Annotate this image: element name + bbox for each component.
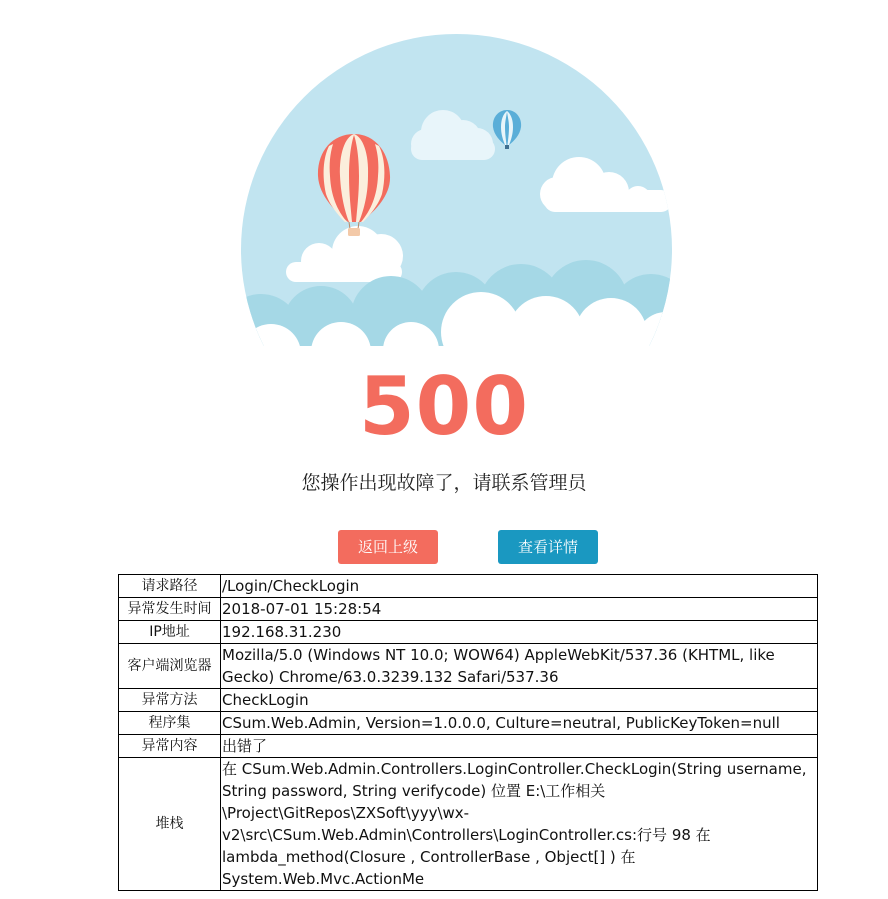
table-row: [119, 689, 818, 712]
table-row: [119, 758, 818, 891]
table-row: [119, 575, 818, 598]
error-content-label: 异常内容: [119, 735, 221, 758]
ip-address-value: 192.168.31.230: [221, 621, 818, 644]
browser-value: Mozilla/5.0 (Windows NT 10.0; WOW64) AppleWebKit/537.36 (KHTML, like Gecko) Chrome/63.0.3239.132 Safari/537.36: [221, 644, 818, 689]
browser-label: 客户端浏览器: [119, 644, 221, 689]
table-row: [119, 598, 818, 621]
assembly-label: 程序集: [119, 712, 221, 735]
stack-trace-value: 在 CSum.Web.Admin.Controllers.LoginController.CheckLogin(String username, String password, String verifycode) 位置 E:\工作相关\Project\GitRepos\ZXSoft\yyy\wx-v2\src\CSum.Web.Admin\Controllers\LoginController.cs:行号 98 在 lambda_method(Closure , ControllerBase , Object[] ) 在 System.Web.Mvc.ActionMe: [221, 758, 818, 891]
error-details-table: [118, 574, 818, 891]
view-details-button[interactable]: 查看详情: [498, 530, 598, 564]
table-row: [119, 735, 818, 758]
error-code: 500: [359, 360, 529, 453]
error-time-label: 异常发生时间: [119, 598, 221, 621]
assembly-value: CSum.Web.Admin, Version=1.0.0.0, Culture=neutral, PublicKeyToken=null: [221, 712, 818, 735]
error-message: 您操作出现故障了，请联系管理员: [301, 472, 587, 494]
error-method-label: 异常方法: [119, 689, 221, 712]
stack-trace-label: 堆栈: [119, 758, 221, 891]
request-path-label: 请求路径: [119, 575, 221, 598]
table-row: [119, 621, 818, 644]
error-content-value: 出错了: [221, 735, 818, 758]
error-time-value: 2018-07-01 15:28:54: [221, 598, 818, 621]
error-method-value: CheckLogin: [221, 689, 818, 712]
back-button[interactable]: 返回上级: [338, 530, 438, 564]
table-row: [119, 644, 818, 689]
ip-address-label: IP地址: [119, 621, 221, 644]
request-path-value: /Login/CheckLogin: [221, 575, 818, 598]
table-row: [119, 712, 818, 735]
balloon-sky-illustration: [241, 34, 672, 346]
